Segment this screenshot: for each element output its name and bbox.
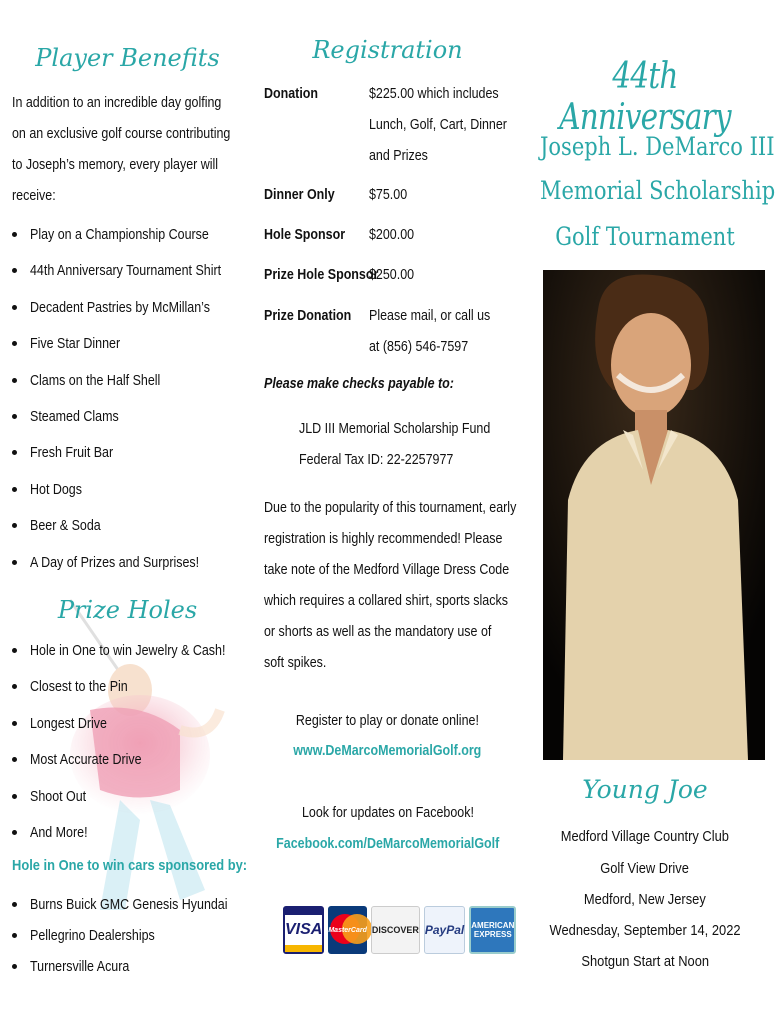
amex-line: EXPRESS [473, 930, 512, 939]
list-item [12, 326, 252, 362]
venue-line [520, 891, 770, 909]
list-item [12, 669, 257, 705]
right-panel [520, 0, 775, 1024]
venue-line [520, 860, 770, 878]
value-line: and Prizes [369, 148, 428, 164]
list-item-label: Hot Dogs [30, 481, 82, 498]
list-item [12, 706, 257, 742]
car-sponsors-heading: Hole in One to win cars sponsored by: [12, 857, 248, 874]
list-item-label: 44th Anniversary Tournament Shirt [30, 263, 222, 280]
row-label: Prize Hole Sponsor [264, 267, 379, 283]
notice-line: or shorts as well as the mandatory use of [264, 624, 492, 640]
prize-holes-heading: Prize Holes [57, 596, 198, 624]
list-item-label: And More! [30, 824, 88, 841]
bullet-icon [12, 964, 17, 969]
benefits-list [12, 217, 252, 581]
mastercard-label: MasterCard [328, 926, 367, 934]
intro-line: receive: [12, 188, 56, 204]
list-item-label: Beer & Soda [30, 518, 101, 535]
list-item-label: Closest to the Pin [30, 679, 128, 696]
list-item-label: Turnersville Acura [30, 959, 130, 975]
list-item [12, 363, 252, 399]
start-time [520, 953, 770, 971]
bullet-icon [12, 414, 17, 419]
value-line: $200.00 [369, 227, 415, 243]
middle-panel [255, 0, 520, 1024]
amex-line: AMERICAN [471, 921, 515, 930]
list-item [12, 217, 252, 253]
list-item-label: Five Star Dinner [30, 336, 121, 353]
list-item-label: A Day of Prizes and Surprises! [30, 554, 200, 571]
value-line: at (856) 546-7597 [369, 339, 469, 355]
list-item-label: Most Accurate Drive [30, 752, 142, 769]
venue-text: Wednesday, September 14, 2022 [549, 922, 741, 939]
value-line: $250.00 [369, 267, 415, 283]
website-link-label[interactable]: www.DeMarcoMemorialGolf.org [293, 743, 482, 759]
bullet-icon [12, 523, 17, 528]
bullet-icon [12, 721, 17, 726]
prize-holes-list [12, 633, 257, 851]
bullet-icon [12, 830, 17, 835]
checks-heading: Please make checks payable to: [264, 376, 454, 392]
venue-text: Medford Village Country Club [560, 828, 730, 845]
intro-line: on an exclusive golf course contributing [12, 126, 231, 142]
payee-line: Federal Tax ID: 22-2257977 [299, 452, 454, 468]
payee-block [299, 414, 521, 476]
list-item-label: Hole in One to win Jewelry & Cash! [30, 643, 226, 659]
visa-card-icon [283, 906, 324, 954]
young-joe-photo [543, 270, 765, 760]
bullet-icon [12, 378, 17, 383]
facebook-link[interactable] [255, 833, 520, 855]
anniversary-title: 44th Anniversary [559, 56, 731, 138]
payment-cards [283, 906, 515, 954]
event-name-line: Joseph L. DeMarco III [540, 132, 775, 161]
list-item [12, 545, 252, 581]
row-label: Hole Sponsor [264, 227, 346, 243]
paypal-label: PayPal [424, 923, 465, 937]
payee-line: JLD III Memorial Scholarship Fund [299, 421, 491, 437]
list-item-label: Fresh Fruit Bar [30, 445, 114, 462]
bullet-icon [12, 560, 17, 565]
list-item [12, 472, 252, 508]
row-label: Prize Donation [264, 308, 352, 324]
notice-line: which requires a collared shirt, sports slacks [264, 593, 508, 609]
bullet-icon [12, 487, 17, 492]
mastercard-icon [328, 906, 367, 954]
notice-line: registration is highly recommended! Please [264, 531, 503, 547]
list-item [12, 815, 257, 851]
list-item-label: Decadent Pastries by McMillan’s [30, 299, 210, 316]
bullet-icon [12, 902, 17, 907]
bullet-icon [12, 341, 17, 346]
list-item [12, 920, 260, 951]
list-item [12, 889, 260, 920]
value-line: $225.00 which includes [369, 86, 499, 102]
notice-line: soft spikes. [264, 655, 327, 671]
amex-label [471, 921, 514, 939]
bullet-icon [12, 757, 17, 762]
list-item [12, 508, 252, 544]
value-line: Lunch, Golf, Cart, Dinner [369, 117, 507, 133]
photo-caption: Young Joe [582, 775, 708, 804]
list-item-label: Play on a Championship Course [30, 227, 209, 243]
benefits-intro [12, 88, 252, 212]
value-line: $75.00 [369, 187, 408, 203]
discover-label: DISCOVER [371, 925, 419, 935]
list-item [12, 399, 252, 435]
bullet-icon [12, 933, 17, 938]
bullet-icon [12, 268, 17, 273]
bullet-icon [12, 794, 17, 799]
discover-card-icon [371, 906, 420, 954]
car-sponsors-list [12, 889, 260, 982]
bullet-icon [12, 450, 17, 455]
list-item [12, 633, 257, 669]
bullet-icon [12, 232, 17, 237]
dress-code-notice [264, 493, 557, 679]
event-date [520, 922, 770, 940]
facebook-text [255, 802, 520, 824]
list-item [12, 742, 257, 778]
list-item-label: Steamed Clams [30, 408, 119, 425]
list-item-label: Pellegrino Dealerships [30, 928, 155, 944]
website-link[interactable] [255, 740, 520, 762]
list-item [12, 779, 257, 815]
bullet-icon [12, 684, 17, 689]
list-item-label: Burns Buick GMC Genesis Hyundai [30, 897, 228, 913]
facebook-link-label[interactable]: Facebook.com/DeMarcoMemorialGolf [275, 836, 500, 852]
venue-text: Shotgun Start at Noon [581, 953, 709, 970]
value-line: Please mail, or call us [369, 308, 491, 324]
amex-card-icon [469, 906, 516, 954]
left-panel [0, 0, 255, 1024]
venue-line [520, 828, 770, 846]
notice-line: Due to the popularity of this tournament, early [264, 500, 517, 516]
row-value [369, 79, 529, 172]
list-item [12, 951, 260, 982]
registration-heading: Registration [312, 36, 463, 64]
notice-line: take note of the Medford Village Dress Code [264, 562, 510, 578]
event-name-line: Memorial Scholarship [540, 176, 775, 205]
list-item-label: Shoot Out [30, 788, 87, 805]
register-online-label: Register to play or donate online! [295, 713, 480, 729]
venue-text: Medford, New Jersey [584, 891, 706, 908]
player-benefits-heading: Player Benefits [35, 44, 220, 72]
event-name-line: Golf Tournament [555, 222, 735, 251]
list-item [12, 435, 252, 471]
intro-line: In addition to an incredible day golfing [12, 95, 222, 111]
bullet-icon [12, 305, 17, 310]
facebook-label: Look for updates on Facebook! [301, 805, 474, 821]
list-item-label: Longest Drive [30, 715, 107, 732]
list-item-label: Clams on the Half Shell [30, 372, 161, 389]
row-label: Dinner Only [264, 187, 335, 203]
list-item [12, 290, 252, 326]
paypal-icon [424, 906, 465, 954]
list-item [12, 253, 252, 289]
venue-text: Golf View Drive [600, 860, 690, 877]
bullet-icon [12, 648, 17, 653]
visa-label: VISA [285, 921, 323, 938]
intro-line: to Joseph’s memory, every player will [12, 157, 219, 173]
register-online-text [255, 710, 520, 732]
row-label: Donation [264, 86, 319, 102]
